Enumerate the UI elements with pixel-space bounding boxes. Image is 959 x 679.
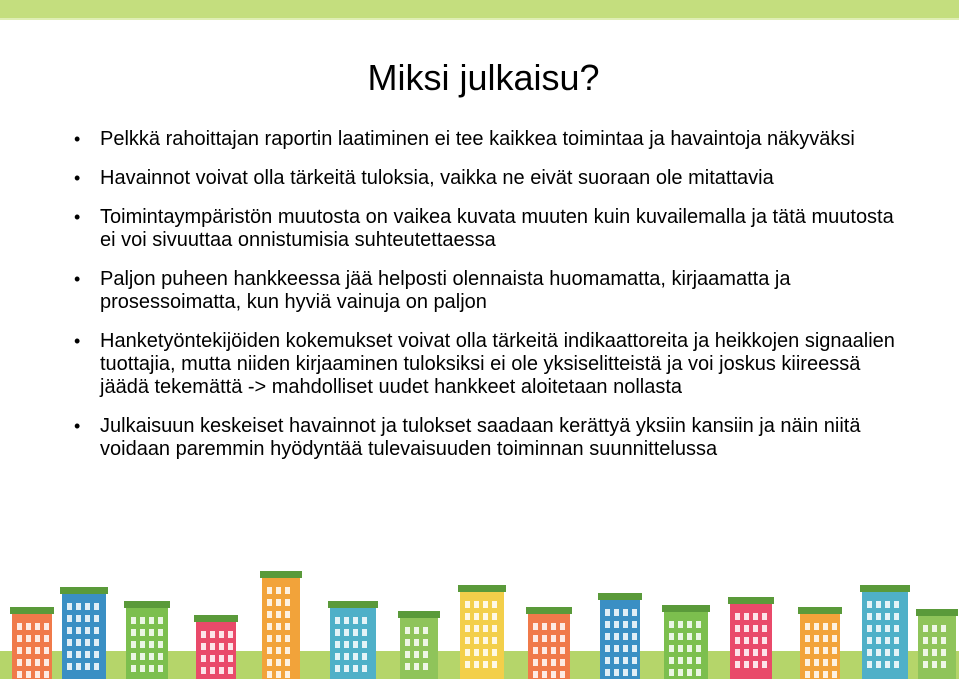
- building: [60, 587, 108, 679]
- bullet-item: • Havainnot voivat olla tärkeitä tuloksia, vaikka ne eivät suoraan ole mitattavia: [72, 167, 902, 190]
- bullet-item: • Toimintaympäristön muutosta on vaikea kuvata muuten kuin kuvailemalla ja tätä muutosta ei voi sivuuttaa onnistumisia suhteutettaessa: [72, 206, 902, 252]
- bullet-item: • Hanketyöntekijöiden kokemukset voivat olla tärkeitä indikaattoreita ja heikkojen signaalien tuottajia, mutta niiden kirjaaminen tuloksiksi ei ole yksiselitteistä ja voi joskus kiireessä jäädä tekemättä -> mahdolliset uudet hankkeet aloitetaan nollasta: [72, 330, 902, 399]
- building: [916, 609, 958, 679]
- building: [728, 597, 774, 679]
- building: [598, 593, 642, 679]
- building: [124, 601, 170, 679]
- bullet-list: [72, 128, 902, 477]
- building: [662, 605, 710, 679]
- bullet-item: • Julkaisuun keskeiset havainnot ja tulokset saadaan kerättyä yksiin kansiin ja näin niitä voidaan paremmin hyödyntää tulevaisuuden toiminnan suunnittelussa: [72, 415, 902, 461]
- bullet-item: • Paljon puheen hankkeessa jää helposti olennaista huomamatta, kirjaamatta ja prosessoimatta, kun hyviä vainuja on paljon: [72, 268, 902, 314]
- slide-title: Miksi julkaisu?: [367, 57, 600, 98]
- top-decor-line: [0, 18, 959, 20]
- building: [860, 585, 910, 679]
- city-buildings-illustration: [0, 563, 959, 679]
- building: [458, 585, 506, 679]
- building: [398, 611, 440, 679]
- building: [10, 607, 54, 679]
- building: [260, 571, 302, 679]
- top-decor-strip: [0, 0, 959, 18]
- building: [526, 607, 572, 679]
- building: [328, 601, 378, 679]
- building: [194, 615, 238, 679]
- building: [798, 607, 842, 679]
- bullet-item: • Pelkkä rahoittajan raportin laatiminen ei tee kaikkea toimintaa ja havaintoja näkyväksi: [72, 128, 902, 151]
